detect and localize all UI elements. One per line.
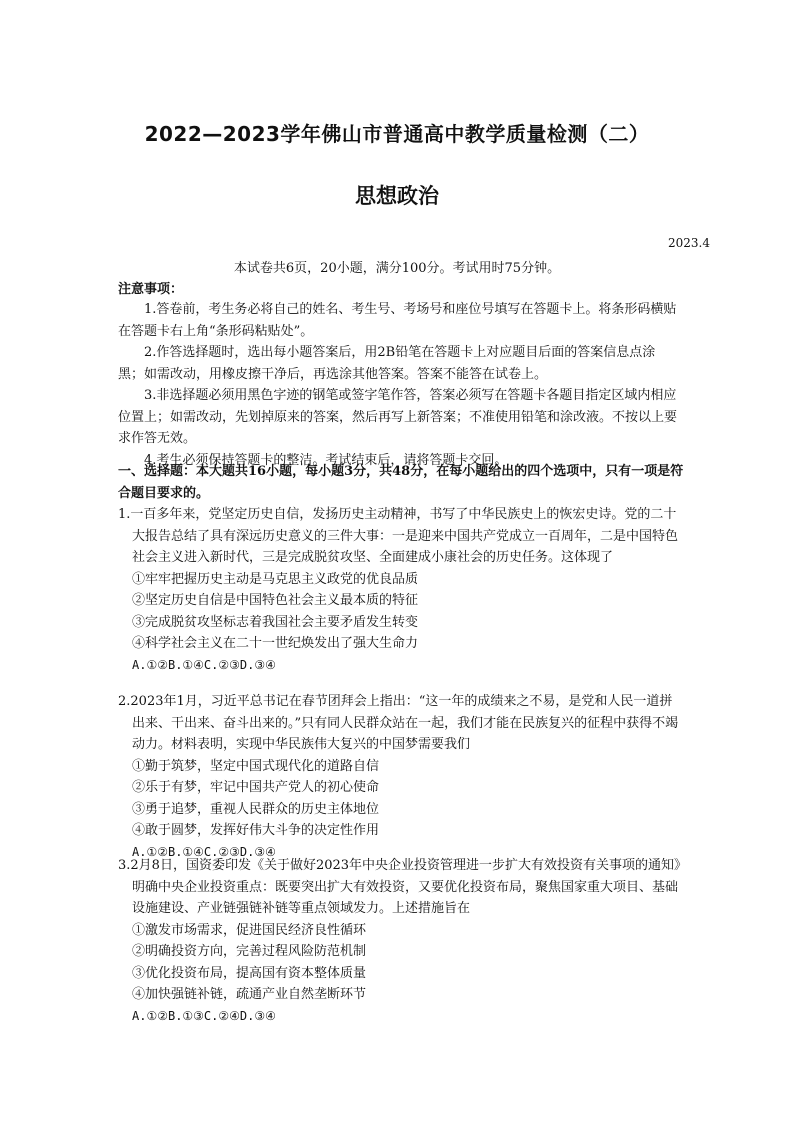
subject-title: 思想政治 xyxy=(355,184,439,208)
exam-title: 2022—2023学年佛山市普通高中教学质量检测（二） xyxy=(144,122,650,146)
answer-choices: A.①②B.①④C.②③D.③④ xyxy=(132,657,276,672)
question-option: ①牢牢把握历史主动是马克思主义政党的优良品质 xyxy=(132,571,419,587)
question-option: ④敢于圆梦，发挥好伟大斗争的决定性作用 xyxy=(132,823,380,838)
question-option: ②乐于有梦，牢记中国共产党人的初心使命 xyxy=(132,780,380,795)
exam-date: 2023.4 xyxy=(668,236,710,250)
question-option: ④科学社会主义在二十一世纪焕发出了强大生命力 xyxy=(132,636,419,651)
question-2 xyxy=(118,691,684,863)
question-stem: 3.2月8日，国资委印发《关于做好2023年中央企业投资管理进一步扩大有效投资有关事项的通知》明确中央企业投资重点：既要突出扩大有效投资，又要优化投资布局，聚焦国家重大项目、基础设施建设、产业链强链补链等重点领域发力。上述措施旨在 xyxy=(118,858,681,916)
question-option: ②明确投资方向，完善过程风险防范机制 xyxy=(132,944,367,959)
question-option: ③勇于追梦，重视人民群众的历史主体地位 xyxy=(132,801,380,817)
answer-choices: A.①②B.①③C.②④D.③④ xyxy=(132,1008,276,1023)
question-option: ④加快强链补链，疏通产业自然垄断环节 xyxy=(132,987,367,1002)
note-item: 1.答卷前，考生务必将自己的姓名、考生号、考场号和座位号填写在答题卡上。将条形码横贴在答题卡右上角“条形码粘贴处”。 xyxy=(118,302,677,339)
note-item: 2.作答选择题时，选出每小题答案后，用2B铅笔在答题卡上对应题目后面的答案信息点涂黑；如需改动，用橡皮擦干净后，再选涂其他答案。答案不能答在试卷上。 xyxy=(118,345,656,382)
question-option: ③完成脱贫攻坚标志着我国社会主要矛盾发生转变 xyxy=(132,614,419,630)
question-stem: 2.2023年1月，习近平总书记在春节团拜会上指出：“这一年的成绩来之不易，是党和人民一道拼出来、干出来、奋斗出来的。”只有同人民群众站在一起，我们才能在民族复兴的征程中获得不竭动力。材料表明，实现中华民族伟大复兴的中国梦需要我们 xyxy=(118,694,679,752)
question-option: ①勤于筑梦，坚定中国式现代化的道路自信 xyxy=(132,758,380,774)
question-3 xyxy=(118,855,684,1027)
question-option: ①激发市场需求，促进国民经济良性循环 xyxy=(132,922,367,938)
note-item: 3.非选择题必须用黑色字迹的钢笔或签字笔作答，答案必须写在答题卡各题目指定区域内相应位置上；如需改动，先划掉原来的答案，然后再写上新答案；不准使用铅笔和涂改液。不按以上要求作答无效。 xyxy=(118,388,678,446)
question-option: ②坚定历史自信是中国特色社会主义最本质的特征 xyxy=(132,593,419,608)
section-heading: 一、选择题：本大题共16小题，每小题3分，共48分，在每小题给出的四个选项中，只有一项是符合题目要求的。 xyxy=(118,464,684,501)
notes-heading: 注意事项： xyxy=(118,282,184,297)
question-option: ③优化投资布局，提高国有资本整体质量 xyxy=(132,965,367,981)
notes-list xyxy=(118,299,678,471)
answer-choices: A.①②B.①④C.②③D.③④ xyxy=(132,844,276,859)
question-stem: 1.一百多年来，党坚定历史自信，发扬历史主动精神，书写了中华民族史上的恢宏史诗。党的二十大报告总结了具有深远历史意义的三件大事：一是迎来中国共产党成立一百周年，二是中国特色社会主义进入新时代，三是完成脱贫攻坚、全面建成小康社会的历史任务。这体现了 xyxy=(118,507,679,565)
question-1 xyxy=(118,504,684,676)
note-item: 4.考生必须保持答题卡的整洁。考试结束后，请将答题卡交回。 xyxy=(144,452,508,468)
exam-summary: 本试卷共6页，20小题，满分100分。考试用时75分钟。 xyxy=(233,261,561,276)
